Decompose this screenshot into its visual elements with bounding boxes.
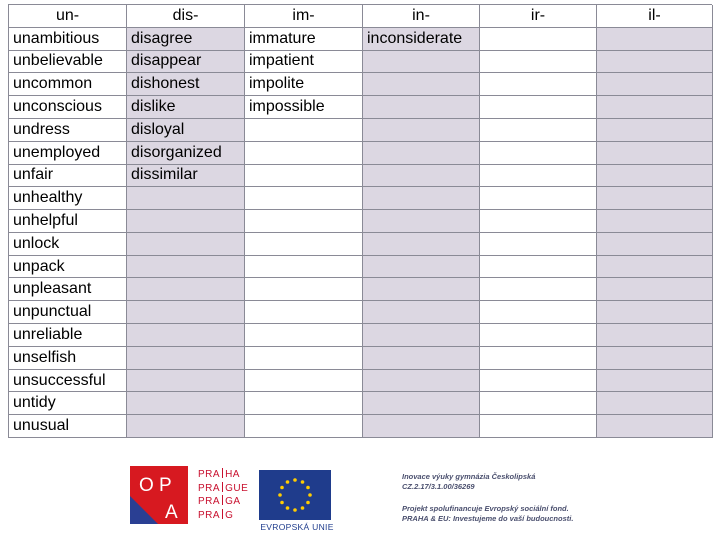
table-cell: disappear — [127, 51, 245, 74]
table-cell — [245, 392, 363, 415]
eu-star-icon — [306, 486, 310, 490]
table-cell — [127, 210, 245, 233]
table-cell: dissimilar — [127, 165, 245, 188]
column-header: im- — [245, 5, 363, 28]
table-cell — [597, 51, 713, 74]
info-line-3: Projekt spolufinancuje Evropský sociální fond. — [402, 504, 569, 513]
footer-logos — [0, 466, 720, 532]
column-header: ir- — [480, 5, 597, 28]
table-cell — [127, 278, 245, 301]
table-cell — [597, 28, 713, 51]
table-cell — [597, 301, 713, 324]
table-cell — [597, 96, 713, 119]
info-line-4: PRAHA & EU: Investujeme do vaší budoucnosti. — [402, 514, 574, 523]
table-cell — [363, 347, 480, 370]
table-cell — [363, 233, 480, 256]
eu-logo — [259, 470, 334, 532]
eu-star-icon — [278, 493, 282, 497]
table-cell — [245, 347, 363, 370]
table-cell — [480, 301, 597, 324]
table-cell — [597, 210, 713, 233]
table-cell — [363, 256, 480, 279]
table-cell — [127, 233, 245, 256]
table-cell — [363, 370, 480, 393]
table-cell — [363, 301, 480, 324]
eu-label: EVROPSKÁ UNIE — [260, 522, 334, 532]
table-cell — [363, 324, 480, 347]
table-cell: unhelpful — [9, 210, 127, 233]
table-cell — [363, 73, 480, 96]
table-cell — [363, 142, 480, 165]
info-line-1: Inovace výuky gymnázia Českolipská — [402, 472, 536, 481]
table-cell: unemployed — [9, 142, 127, 165]
eu-star-icon — [293, 508, 297, 512]
table-cell — [245, 256, 363, 279]
table-cell — [480, 347, 597, 370]
table-cell — [363, 210, 480, 233]
table-cell — [245, 278, 363, 301]
table-cell: immature — [245, 28, 363, 51]
table-cell — [480, 187, 597, 210]
table-cell — [245, 324, 363, 347]
eu-star-icon — [286, 506, 290, 510]
table-cell — [480, 119, 597, 142]
table-cell — [245, 119, 363, 142]
table-cell: unpack — [9, 256, 127, 279]
table-cell — [597, 165, 713, 188]
table-cell — [127, 347, 245, 370]
oppa-logo — [130, 466, 188, 524]
table-cell: uncommon — [9, 73, 127, 96]
table-cell: unbelievable — [9, 51, 127, 74]
table-cell — [363, 165, 480, 188]
table-cell: unconscious — [9, 96, 127, 119]
table-cell — [245, 165, 363, 188]
praha-logo: PRA HA PRA GUE PRA GA PRA G — [198, 469, 249, 521]
table-cell — [597, 142, 713, 165]
eu-star-icon — [280, 486, 284, 490]
table-cell — [127, 187, 245, 210]
table-cell: unreliable — [9, 324, 127, 347]
table-cell — [245, 415, 363, 438]
table-cell — [597, 347, 713, 370]
table-cell — [363, 187, 480, 210]
table-cell — [597, 119, 713, 142]
table-cell: untidy — [9, 392, 127, 415]
table-cell — [480, 96, 597, 119]
table-cell: inconsiderate — [363, 28, 480, 51]
table-cell — [363, 96, 480, 119]
eu-flag-icon — [259, 470, 331, 520]
table-cell — [245, 370, 363, 393]
table-cell — [597, 324, 713, 347]
table-cell: impolite — [245, 73, 363, 96]
table-cell — [480, 415, 597, 438]
table-cell — [480, 165, 597, 188]
table-cell — [597, 187, 713, 210]
table-cell — [480, 142, 597, 165]
table-cell — [480, 278, 597, 301]
table-cell — [363, 119, 480, 142]
table-cell: disorganized — [127, 142, 245, 165]
table-cell — [480, 256, 597, 279]
oppa-letter-o: O — [139, 475, 154, 496]
table-cell: unsuccessful — [9, 370, 127, 393]
table-cell: unhealthy — [9, 187, 127, 210]
table-cell: unusual — [9, 415, 127, 438]
project-info — [402, 472, 662, 524]
table-cell — [245, 301, 363, 324]
table-cell: unselfish — [9, 347, 127, 370]
table-cell — [480, 370, 597, 393]
oppa-letter-a: A — [165, 502, 178, 523]
table-cell — [245, 233, 363, 256]
table-cell: disagree — [127, 28, 245, 51]
eu-star-icon — [306, 501, 310, 505]
table-cell — [127, 415, 245, 438]
table-cell — [127, 392, 245, 415]
table-cell — [363, 51, 480, 74]
eu-star-icon — [308, 493, 312, 497]
table-cell — [597, 415, 713, 438]
table-cell — [127, 324, 245, 347]
table-cell — [597, 73, 713, 96]
eu-star-icon — [301, 480, 305, 484]
table-cell — [480, 51, 597, 74]
table-cell — [480, 28, 597, 51]
eu-star-icon — [293, 478, 297, 482]
table-cell: impatient — [245, 51, 363, 74]
table-cell: dishonest — [127, 73, 245, 96]
table-cell: unambitious — [9, 28, 127, 51]
table-cell — [480, 210, 597, 233]
eu-star-icon — [280, 501, 284, 505]
table-cell — [597, 370, 713, 393]
table-cell — [127, 256, 245, 279]
table-cell — [480, 73, 597, 96]
info-line-2: CZ.2.17/3.1.00/36269 — [402, 482, 475, 491]
table-cell — [480, 233, 597, 256]
table-cell — [363, 415, 480, 438]
eu-star-icon — [286, 480, 290, 484]
table-cell: unlock — [9, 233, 127, 256]
table-cell: unpunctual — [9, 301, 127, 324]
table-cell — [363, 392, 480, 415]
column-header: in- — [363, 5, 480, 28]
table-cell: undress — [9, 119, 127, 142]
prefix-table — [8, 4, 712, 438]
table-cell — [597, 233, 713, 256]
table-cell: impossible — [245, 96, 363, 119]
table-cell — [597, 256, 713, 279]
oppa-letter-p1: P — [159, 475, 172, 496]
table-cell: unfair — [9, 165, 127, 188]
table-cell: unpleasant — [9, 278, 127, 301]
table-cell — [597, 278, 713, 301]
table-cell — [245, 187, 363, 210]
table-cell — [480, 392, 597, 415]
table-cell: disloyal — [127, 119, 245, 142]
column-header: dis- — [127, 5, 245, 28]
table-cell — [597, 392, 713, 415]
column-header: un- — [9, 5, 127, 28]
table-cell — [245, 142, 363, 165]
table-cell — [480, 324, 597, 347]
table-cell — [363, 278, 480, 301]
table-cell — [245, 210, 363, 233]
table-cell — [127, 370, 245, 393]
column-header: il- — [597, 5, 713, 28]
eu-star-icon — [301, 506, 305, 510]
table-cell: dislike — [127, 96, 245, 119]
table-cell — [127, 301, 245, 324]
